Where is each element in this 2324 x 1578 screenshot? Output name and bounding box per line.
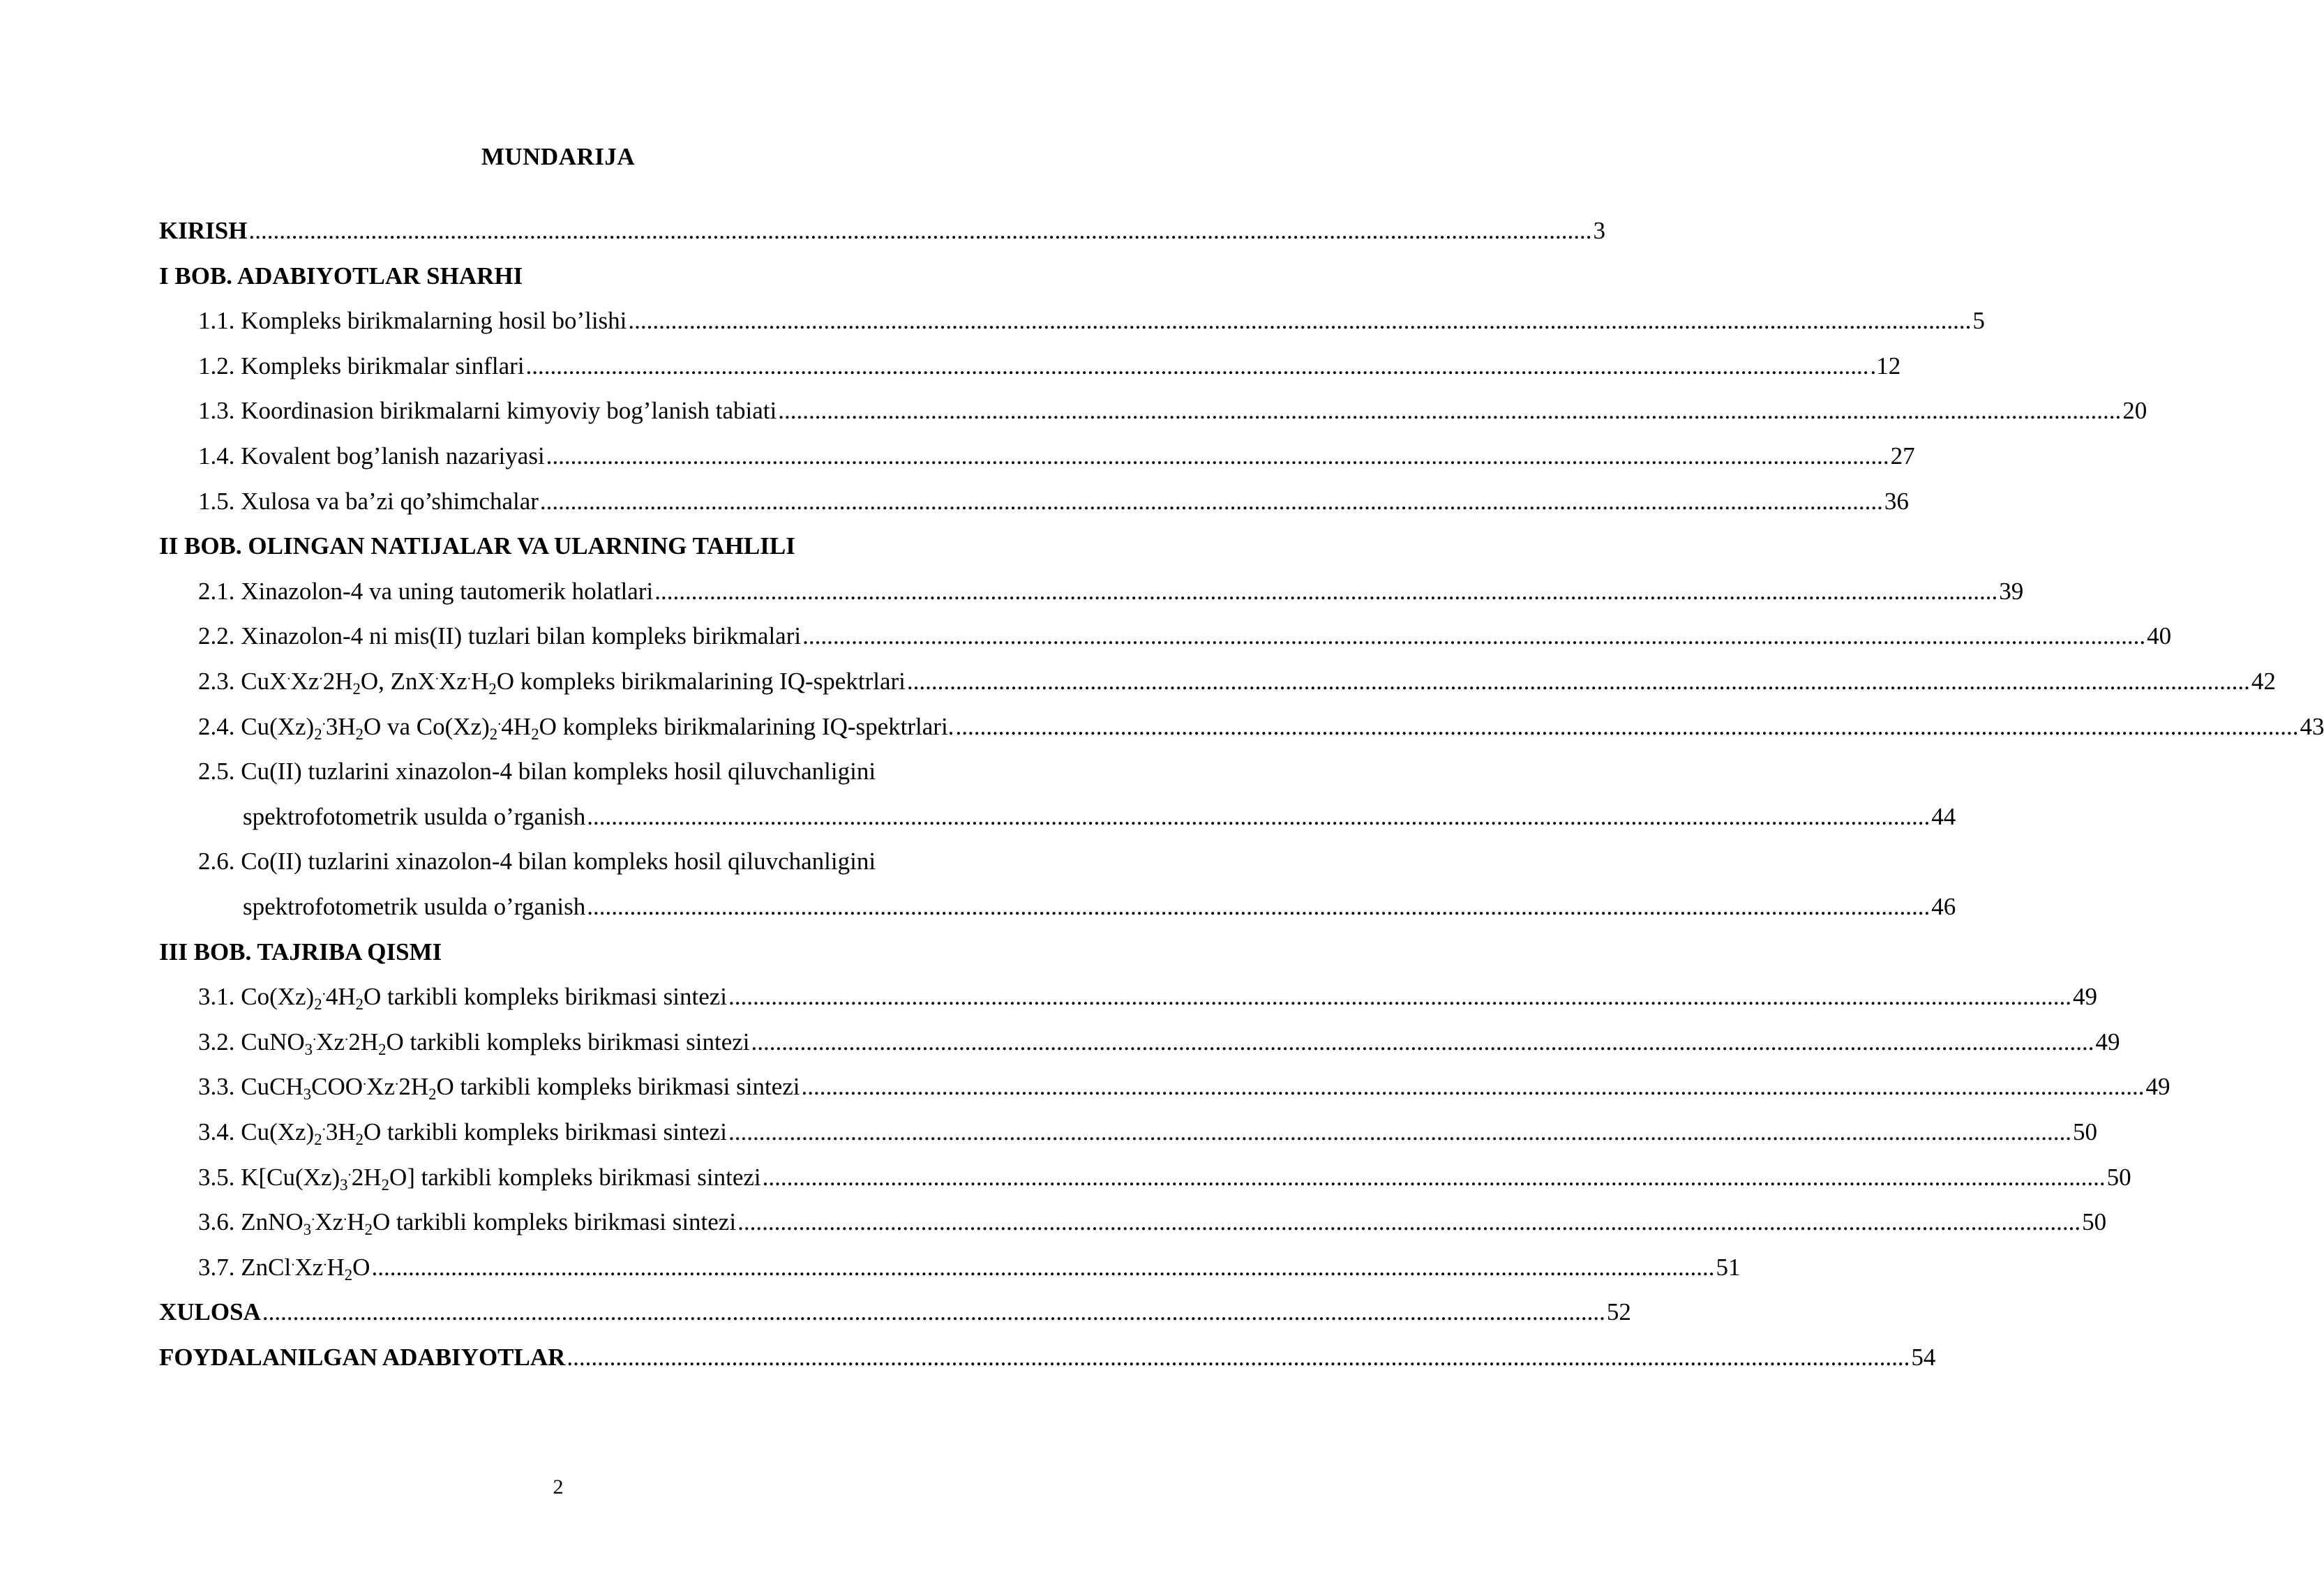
dot-leader: ............................................................................................................................................................................................................................	[587, 802, 1931, 830]
toc-entry-title: XULOSA	[159, 1298, 261, 1326]
toc-page-number: 52	[1606, 1298, 1631, 1326]
toc-entry-title: spektrofotometrik usulda o’rganish	[243, 802, 586, 830]
toc-entry-title: 3.2. $CuNO_3^.Xz^.2H_2O$ tarkibli kompleks birikmasi sintezi	[198, 1026, 750, 1058]
toc-entry	[198, 1252, 1741, 1284]
toc-entry-title: 1.5. Xulosa va ba’zi qo’shimchalar	[198, 487, 539, 515]
toc-page-number: 42	[2251, 668, 2276, 695]
dot-leader: ............................................................................................................................................................................................................................	[248, 217, 1592, 244]
toc-page-number: 44	[1931, 802, 1956, 830]
toc-entry	[198, 981, 2098, 1014]
toc-entry-title: 2.1. Xinazolon-4 va uning tautomerik holatlari	[198, 577, 654, 605]
dot-leader: ............................................................................................................................................................................................................................	[737, 1208, 2081, 1236]
toc-entry-title: spektrofotometrik usulda o’rganish	[243, 893, 586, 920]
toc-entry	[243, 891, 1956, 923]
toc-entry	[198, 350, 1901, 382]
toc-entry-title: 1.1. Kompleks birikmalarning hosil bo’lishi	[198, 307, 627, 335]
toc-entry	[198, 846, 876, 878]
toc-page-number: 20	[2122, 397, 2147, 425]
toc-entry	[198, 576, 2024, 608]
toc-page-number: 49	[2073, 983, 2098, 1011]
toc-entry	[159, 530, 795, 562]
toc-entry	[198, 395, 2147, 427]
toc-entry-title: I BOB. ADABIYOTLAR SHARHI	[159, 262, 523, 290]
toc-entry-title: 3.3. $CuCH_3COO^.Xz^.2H_2O$ tarkibli kompleks birikmasi sintezi	[198, 1072, 800, 1104]
toc-page-number: 5	[1972, 307, 1985, 335]
toc-page-number: 36	[1884, 487, 1909, 515]
dot-leader: ............................................................................................................................................................................................................................	[654, 577, 1998, 605]
toc-entry-title: 1.2. Kompleks birikmalar sinflari	[198, 352, 525, 380]
toc-entry	[198, 711, 2324, 743]
toc-entry-title: 2.3. $CuX^.Xz^.2H_2O$, $ZnX^.Xz^.H_2O$ kompleks birikmalarining IQ-spektrlari	[198, 666, 906, 698]
toc-entry	[198, 756, 876, 788]
toc-entry-title: II BOB. OLINGAN NATIJALAR VA ULARNING TAHLILI	[159, 532, 795, 560]
page-title: MUNDARIJA	[481, 143, 636, 170]
toc-entry	[198, 1071, 2171, 1104]
page-number: 2	[553, 1475, 564, 1498]
dot-leader: ............................................................................................................................................................................................................................	[546, 442, 1889, 469]
dot-leader: ............................................................................................................................................................................................................................	[628, 307, 1972, 335]
toc-entry	[159, 1342, 1936, 1374]
toc-entry	[198, 1116, 2098, 1148]
toc-entry-title: 3.5. $K[Cu(Xz)_3^.2H_2O]$ tarkibli kompleks birikmasi sintezi	[198, 1162, 761, 1194]
toc-page-number: 54	[1911, 1344, 1936, 1371]
toc-entry	[198, 440, 1915, 472]
dot-leader: ............................................................................................................................................................................................................................	[525, 352, 1869, 380]
toc-entry-title: 3.4. $Cu(Xz)_2^.3H_2O$ tarkibli kompleks birikmasi sintezi	[198, 1117, 728, 1148]
toc-entry	[243, 801, 1956, 833]
toc-entry	[159, 1296, 1631, 1328]
dot-leader: ............................................................................................................................................................................................................................	[262, 1298, 1605, 1326]
toc-entry	[198, 1206, 2107, 1239]
toc-entry	[198, 666, 2276, 698]
toc-entry-title: 3.7. $ZnCl^.Xz^.H_2O$	[198, 1252, 370, 1284]
toc-entry	[198, 1162, 2131, 1194]
toc-page-number: 3	[1593, 217, 1605, 244]
dot-leader: ............................................................................................................................................................................................................................	[539, 487, 1883, 515]
toc-entry	[198, 1026, 2120, 1058]
toc-entry-title: 1.3. Koordinasion birikmalarni kimyoviy bog’lanish tabiati	[198, 397, 777, 425]
toc-page-number: .12	[1870, 352, 1901, 380]
toc-entry-title: 2.2. Xinazolon-4 ni mis(II) tuzlari bilan kompleks birikmalari	[198, 622, 802, 650]
toc-entry	[198, 305, 1985, 337]
toc-page-number: 51	[1716, 1253, 1741, 1281]
toc-page-number: 49	[2095, 1028, 2120, 1055]
toc-entry	[159, 215, 1605, 247]
toc-entry-title: 3.1. $Co(Xz)_2^.4H_2O$ tarkibli kompleks birikmasi sintezi	[198, 982, 728, 1014]
toc-entry-title: FOYDALANILGAN ADABIYOTLAR	[159, 1344, 566, 1371]
dot-leader: ............................................................................................................................................................................................................................	[802, 622, 2146, 650]
toc-entry-title: 1.4. Kovalent bog’lanish nazariyasi	[198, 442, 545, 469]
dot-leader: ............................................................................................................................................................................................................................	[371, 1253, 1715, 1281]
toc-page-number: 49	[2145, 1073, 2171, 1101]
dot-leader: ............................................................................................................................................................................................................................	[906, 668, 2250, 695]
toc-page-number: 50	[2082, 1208, 2107, 1236]
toc-entry-title: 2.5. Cu(II) tuzlarini xinazolon-4 bilan kompleks hosil qiluvchanligini	[198, 758, 876, 786]
toc-entry-title: KIRISH	[159, 217, 248, 244]
dot-leader: ............................................................................................................................................................................................................................	[728, 983, 2072, 1011]
dot-leader: ............................................................................................................................................................................................................................	[801, 1073, 2145, 1101]
toc-entry	[198, 486, 1909, 518]
dot-leader: ............................................................................................................................................................................................................................	[567, 1344, 1910, 1371]
toc-page-number: 40	[2147, 622, 2172, 650]
dot-leader: ............................................................................................................................................................................................................................	[955, 712, 2299, 740]
dot-leader: ............................................................................................................................................................................................................................	[778, 397, 2122, 425]
toc-entry	[198, 620, 2172, 652]
dot-leader: ............................................................................................................................................................................................................................	[587, 893, 1931, 920]
toc-page-number: 50	[2106, 1163, 2131, 1191]
dot-leader: ............................................................................................................................................................................................................................	[728, 1118, 2072, 1145]
toc-page-number: 46	[1931, 893, 1956, 920]
toc-page-number: 50	[2073, 1118, 2098, 1145]
toc-entry-title: 3.6. $ZnNO_3^.Xz^.H_2O$ tarkibli kompleks birikmasi sintezi	[198, 1207, 737, 1239]
toc-entry-title: 2.6. Co(II) tuzlarini xinazolon-4 bilan kompleks hosil qiluvchanligini	[198, 848, 876, 876]
toc-page-number: 39	[1999, 577, 2024, 605]
toc-page-number: 27	[1890, 442, 1915, 469]
dot-leader: ............................................................................................................................................................................................................................	[762, 1163, 2106, 1191]
toc-entry-title: 2.4. $Cu(Xz)_2^.3H_2O$ va $Co(Xz)_2^.4H_2O$ kompleks birikmalarining IQ-spektrlari.	[198, 711, 954, 743]
toc-entry-title: III BOB. TAJRIBA QISMI	[159, 938, 442, 965]
toc-entry	[159, 260, 523, 292]
toc-entry	[159, 936, 442, 968]
dot-leader: ............................................................................................................................................................................................................................	[751, 1028, 2094, 1055]
toc-page-number: 43	[2300, 712, 2324, 740]
